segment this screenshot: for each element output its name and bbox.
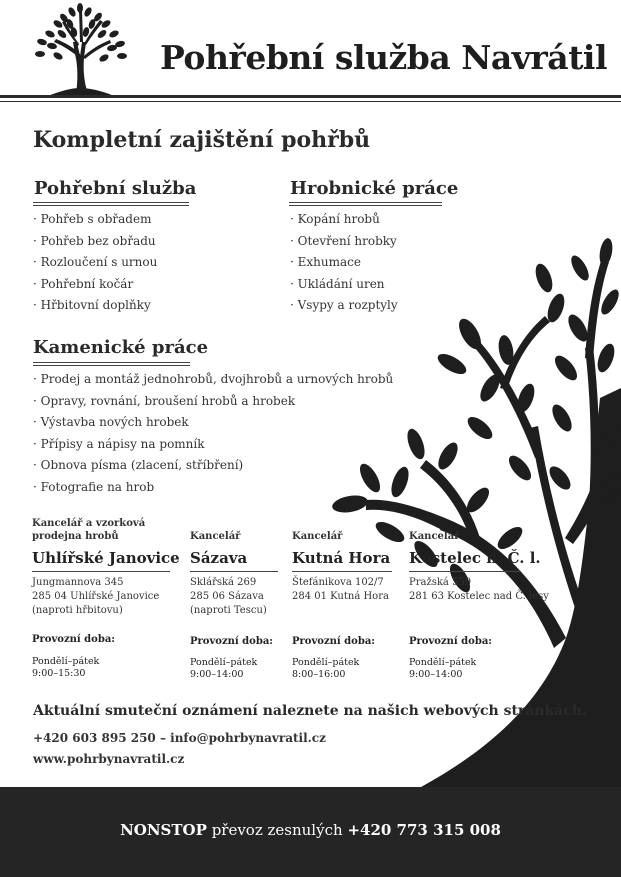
section-rule <box>289 202 442 203</box>
office-rule <box>32 571 170 572</box>
list-item: · Vsypy a rozptyly <box>290 295 398 317</box>
section-heading-gravedigging: Hrobnické práce <box>290 178 459 199</box>
section-rule <box>289 205 442 206</box>
list-item: · Prodej a montáž jednohrobů, dvojhrobů a urnových hrobů <box>33 369 393 391</box>
office-kutna-hora <box>292 530 392 604</box>
contact-line[interactable]: +420 603 895 250 – info@pohrbynavratil.cz <box>33 731 326 745</box>
office-address: Pražská 559 <box>409 577 472 588</box>
footer-nonstop: NONSTOP <box>120 821 207 839</box>
office-address: 285 06 Sázava <box>190 591 264 602</box>
footer-bar <box>0 787 621 877</box>
section-heading-stonework: Kamenické práce <box>33 337 209 358</box>
office-address: (naproti hřbitovu) <box>32 605 123 616</box>
office-hours-label: Provozní doba: <box>292 636 375 647</box>
header-rule-thin <box>0 101 621 102</box>
office-address: Štefánikova 102/7 <box>292 577 384 588</box>
section-rule <box>33 205 189 206</box>
list-item: · Kopání hrobů <box>290 209 398 231</box>
list-item: · Přípisy a nápisy na pomník <box>33 434 393 456</box>
office-hours-days: Pondělí–pátek <box>190 657 258 668</box>
office-hours <box>409 657 476 681</box>
office-address: 281 63 Kostelec nad Č. lesy <box>409 591 549 602</box>
list-item: · Výstavba nových hrobek <box>33 412 393 434</box>
office-hours-time: 8:00–16:00 <box>292 669 346 680</box>
office-hours <box>32 656 99 680</box>
office-hours <box>190 657 257 681</box>
list-item: · Opravy, rovnání, broušení hrobů a hrobek <box>33 391 393 413</box>
stonework-list <box>33 369 393 498</box>
section-heading-funeral-service: Pohřební služba <box>34 178 197 199</box>
office-name: Sázava <box>190 549 248 567</box>
header-rule <box>0 95 621 98</box>
office-hours-label: Provozní doba: <box>190 636 273 647</box>
office-label: prodejna hrobů <box>32 531 119 542</box>
office-address: Sklářská 269 <box>190 577 257 588</box>
section-rule <box>33 202 189 203</box>
office-kostelec <box>409 530 549 604</box>
page-title: Pohřební služba Navrátil <box>160 38 608 77</box>
tree-logo-icon <box>28 2 132 98</box>
section-rule <box>33 362 190 363</box>
notice-text: Aktuální smuteční oznámení naleznete na našich webových stránkách. <box>33 703 587 719</box>
office-label: Kancelář a vzorková <box>32 518 146 529</box>
office-sazava <box>190 530 278 618</box>
list-item: · Pohřeb bez obřadu <box>33 231 157 253</box>
footer-text <box>0 821 621 839</box>
office-address: 285 04 Uhlířské Janovice <box>32 591 160 602</box>
office-name: Uhlířské Janovice <box>32 549 180 567</box>
office-address: 284 01 Kutná Hora <box>292 591 389 602</box>
list-item: · Exhumace <box>290 252 398 274</box>
list-item: · Otevření hrobky <box>290 231 398 253</box>
footer-transport-text: převoz zesnulých <box>211 821 343 839</box>
office-hours-label: Provozní doba: <box>409 636 492 647</box>
list-item: · Rozloučení s urnou <box>33 252 157 274</box>
list-item: · Pohřeb s obřadem <box>33 209 157 231</box>
list-item: · Ukládání uren <box>290 274 398 296</box>
list-item: · Pohřební kočár <box>33 274 157 296</box>
gravedigging-list <box>290 209 398 317</box>
office-hours-time: 9:00–14:00 <box>409 669 463 680</box>
section-rule <box>33 365 190 366</box>
office-hours-days: Pondělí–pátek <box>292 657 360 668</box>
office-rule <box>292 571 392 572</box>
office-hours <box>292 657 359 681</box>
office-hours-days: Pondělí–pátek <box>409 657 477 668</box>
website-link[interactable]: www.pohrbynavratil.cz <box>33 752 185 766</box>
office-hours-time: 9:00–14:00 <box>190 669 244 680</box>
office-rule <box>409 571 521 572</box>
office-name: Kostelec n. Č. l. <box>409 549 541 567</box>
funeral-service-list <box>33 209 157 317</box>
office-name: Kutná Hora <box>292 549 391 567</box>
office-label: Kancelář <box>190 531 241 542</box>
list-item: · Hřbitovní doplňky <box>33 295 157 317</box>
footer-phone[interactable]: +420 773 315 008 <box>347 821 501 839</box>
list-item: · Obnova písma (zlacení, stříbření) <box>33 455 393 477</box>
office-label: Kancelář <box>292 531 343 542</box>
list-item: · Fotografie na hrob <box>33 477 393 499</box>
office-uhlirske-janovice <box>32 517 180 618</box>
office-label: Kancelář <box>409 531 460 542</box>
office-hours-time: 9:00–15:30 <box>32 668 86 679</box>
office-address: Jungmannova 345 <box>32 577 124 588</box>
office-address: (naproti Tescu) <box>190 605 267 616</box>
main-heading: Kompletní zajištění pohřbů <box>33 127 371 153</box>
office-rule <box>190 571 278 572</box>
office-hours-label: Provozní doba: <box>32 634 115 645</box>
office-hours-days: Pondělí–pátek <box>32 656 100 667</box>
